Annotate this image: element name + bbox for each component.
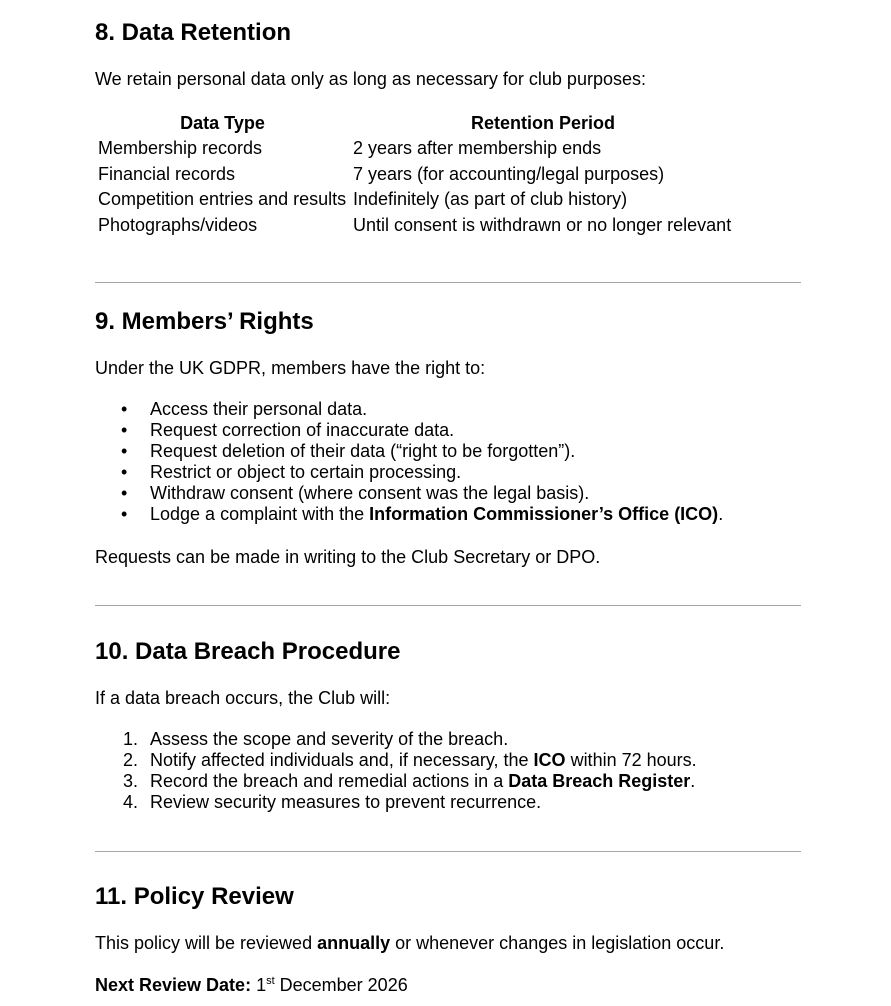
step-text: Assess the scope and severity of the breach.	[150, 729, 509, 749]
step-number: 2.	[123, 750, 139, 770]
section-heading-data-retention: 8. Data Retention	[95, 19, 292, 46]
next-review-day: 1	[251, 975, 267, 995]
table-cell: Photographs/videos	[98, 214, 258, 235]
table-row	[95, 187, 736, 213]
section-divider	[95, 851, 801, 852]
review-frequency: annually	[317, 933, 391, 953]
bullet-icon: •	[121, 399, 128, 419]
list-item	[95, 750, 801, 771]
review-text	[95, 932, 724, 954]
list-item	[95, 504, 801, 525]
section-divider	[95, 605, 801, 606]
list-item-text: Access their personal data.	[150, 399, 368, 419]
section-divider	[95, 282, 801, 283]
table-cell: Until consent is withdrawn or no longer relevant	[353, 214, 732, 235]
list-item	[95, 420, 801, 441]
table-cell: Membership records	[98, 138, 263, 158]
retention-intro: We retain personal data only as long as necessary for club purposes:	[95, 69, 646, 89]
list-item-text: Restrict or object to certain processing.	[150, 462, 462, 482]
step-bold-text: ICO	[533, 750, 566, 770]
list-item-text: Request deletion of their data (“right to be forgotten”).	[150, 441, 576, 461]
step-bold-text: Data Breach Register	[508, 771, 691, 791]
step-text-end: .	[690, 771, 696, 791]
list-item-text-end: .	[718, 504, 724, 524]
column-header-data-type: Data Type	[180, 113, 265, 133]
step-text: Record the breach and remedial actions in a	[150, 771, 509, 791]
next-review-date	[95, 974, 408, 996]
breach-intro: If a data breach occurs, the Club will:	[95, 688, 391, 708]
review-text-end: or whenever changes in legislation occur.	[390, 933, 725, 953]
step-text: Review security measures to prevent recurrence.	[150, 792, 542, 812]
retention-table	[95, 110, 736, 238]
rights-list	[95, 399, 801, 525]
breach-steps-list	[95, 729, 801, 813]
rights-outro: Requests can be made in writing to the Club Secretary or DPO.	[95, 547, 601, 567]
list-item	[95, 792, 801, 813]
review-text-start: This policy will be reviewed	[95, 933, 318, 953]
table-cell: Indefinitely (as part of club history)	[353, 189, 628, 209]
bullet-icon: •	[121, 420, 128, 440]
next-review-ordinal: st	[266, 975, 275, 987]
bullet-icon: •	[121, 483, 128, 503]
table-row	[95, 136, 736, 162]
bullet-icon: •	[121, 441, 128, 461]
next-review-month-year: December 2026	[274, 975, 408, 995]
rights-intro: Under the UK GDPR, members have the right to:	[95, 358, 486, 378]
section-heading-policy-review: 11. Policy Review	[95, 883, 294, 910]
list-item-text: Request correction of inaccurate data.	[150, 420, 455, 440]
step-text: Notify affected individuals and, if necessary, the	[150, 750, 534, 770]
step-number: 4.	[123, 792, 139, 812]
list-item	[95, 441, 801, 462]
table-row	[95, 162, 736, 188]
list-item	[95, 483, 801, 504]
bullet-icon: •	[121, 504, 128, 524]
ico-bold-text: Information Commissioner’s Office (ICO)	[369, 504, 719, 524]
table-cell: Competition entries and results	[98, 189, 347, 209]
next-review-label: Next Review Date:	[95, 975, 252, 995]
list-item	[95, 399, 801, 420]
bullet-icon: •	[121, 462, 128, 482]
step-number: 1.	[123, 729, 139, 749]
table-cell: 7 years (for accounting/legal purposes)	[353, 163, 665, 184]
step-number: 3.	[123, 771, 139, 791]
table-row	[95, 213, 736, 239]
list-item	[95, 729, 801, 750]
step-text-end: within 72 hours.	[565, 750, 697, 770]
list-item	[95, 462, 801, 483]
retention-table-header	[95, 110, 736, 136]
table-cell: Financial records	[98, 163, 236, 184]
section-heading-data-breach: 10. Data Breach Procedure	[95, 638, 401, 665]
table-cell: 2 years after membership ends	[353, 138, 602, 158]
list-item	[95, 771, 801, 792]
list-item-text: Lodge a complaint with the	[150, 504, 370, 524]
column-header-retention-period: Retention Period	[470, 113, 615, 133]
section-heading-members-rights: 9. Members’ Rights	[95, 308, 314, 335]
list-item-text: Withdraw consent (where consent was the legal basis).	[150, 483, 590, 503]
